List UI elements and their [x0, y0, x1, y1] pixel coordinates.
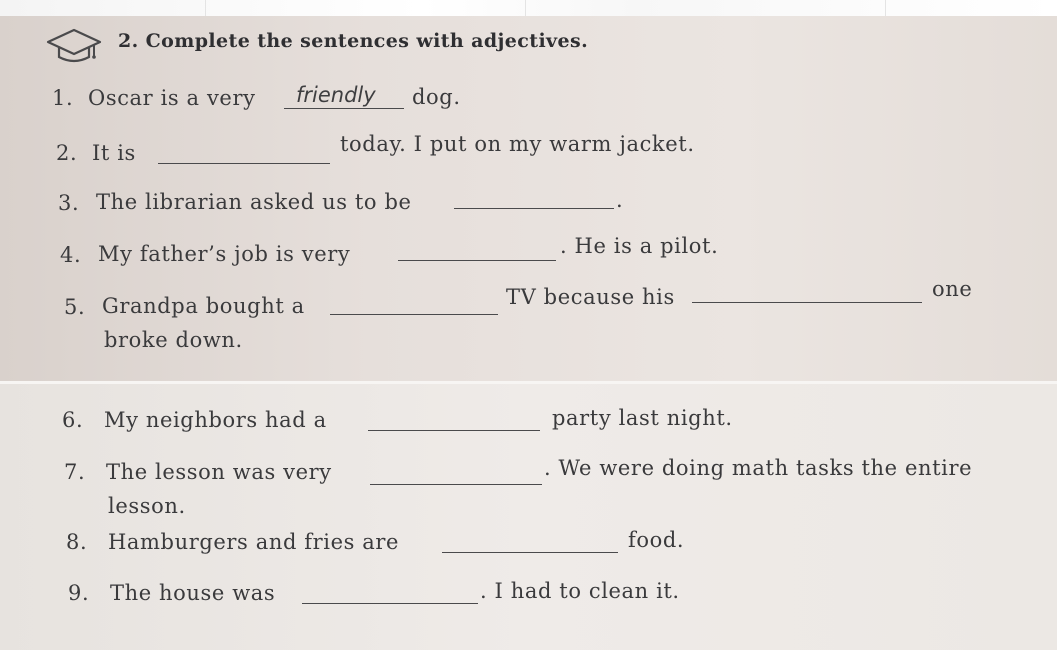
sentence-4-text-after: . He is a pilot. [560, 234, 719, 258]
sentence-8-number: 8. [66, 530, 88, 554]
sentence-6-text-before: My neighbors had a [104, 408, 327, 432]
sentence-5-text-after: one [932, 277, 973, 301]
sentence-5-blank-1[interactable] [330, 314, 498, 315]
sentence-9-number: 9. [68, 581, 90, 605]
sentence-7-number: 7. [64, 460, 86, 484]
sentence-2-text-before: It is [92, 141, 136, 165]
sentence-3-blank[interactable] [454, 208, 614, 209]
sentence-8-text-after: food. [628, 528, 685, 552]
sentence-2-blank[interactable] [158, 163, 330, 164]
sentence-4-text-before: My father’s job is very [98, 242, 351, 266]
top-strip-divider [885, 0, 886, 16]
sentence-3-number: 3. [58, 191, 80, 215]
sentence-5-number: 5. [64, 295, 86, 319]
sentence-1-answer: friendly [296, 83, 376, 107]
top-strip-divider [525, 0, 526, 16]
sentence-3-text-before: The librarian asked us to be [96, 190, 412, 214]
sentence-1-blank[interactable] [284, 108, 404, 109]
sentence-1-text-after: dog. [412, 85, 461, 109]
sentence-5-blank-2[interactable] [692, 302, 922, 303]
sentence-5-text-before: Grandpa bought a [102, 294, 305, 318]
exercise-heading: 2. Complete the sentences with adjectives. [118, 30, 589, 52]
sentence-4-number: 4. [60, 243, 82, 267]
sentence-1-text-before: Oscar is a very [88, 86, 256, 110]
sentence-9-text-after: . I had to clean it. [480, 579, 680, 603]
sentence-6-text-after: party last night. [552, 406, 733, 430]
sentence-9-text-before: The house was [110, 581, 276, 605]
sentence-9-blank[interactable] [302, 603, 478, 604]
sentence-3-text-after: . [616, 188, 624, 212]
sentence-7-blank[interactable] [370, 484, 542, 485]
sentence-5-text-middle: TV because his [506, 285, 675, 309]
sentence-2-number: 2. [56, 141, 78, 165]
sentence-8-text-before: Hamburgers and fries are [108, 530, 400, 554]
top-strip-divider [205, 0, 206, 16]
sentence-8-blank[interactable] [442, 552, 618, 553]
sentence-7-text-before: The lesson was very [106, 460, 332, 484]
sentence-7-continuation: lesson. [108, 494, 186, 518]
sentence-6-number: 6. [62, 408, 84, 432]
sentence-2-text-after: today. I put on my warm jacket. [340, 132, 695, 156]
sentence-1-number: 1. [52, 86, 74, 110]
sentence-7-text-after: . We were doing math tasks the entire [544, 456, 973, 480]
top-strip [0, 0, 1057, 16]
graduation-cap-icon [46, 26, 102, 66]
sentence-6-blank[interactable] [368, 430, 540, 431]
sentence-5-continuation: broke down. [104, 328, 243, 352]
sentence-4-blank[interactable] [398, 260, 556, 261]
